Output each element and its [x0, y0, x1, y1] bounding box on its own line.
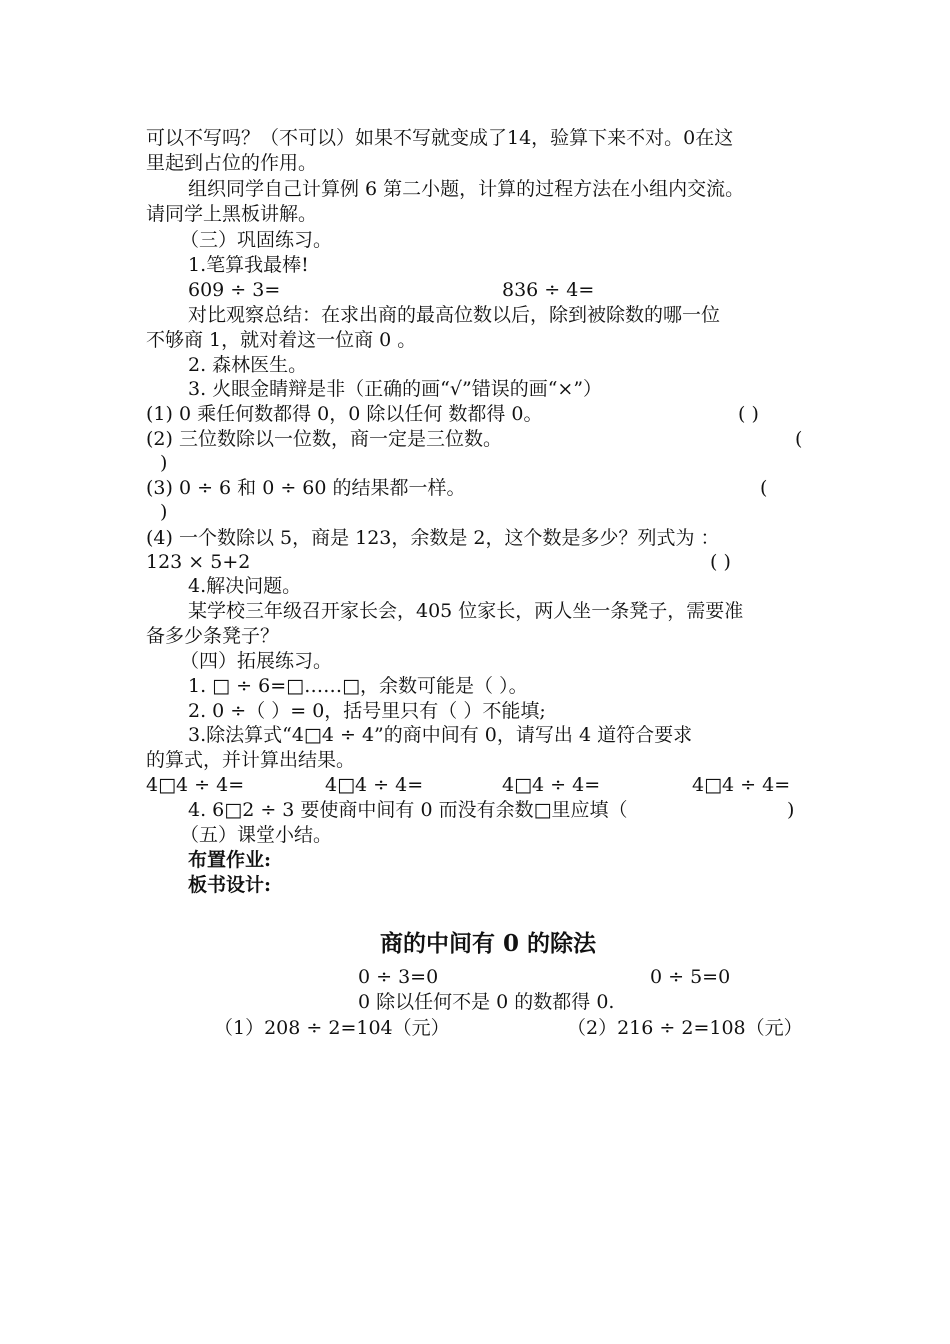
answer-paren: )	[160, 501, 168, 523]
board-equation: 0 ÷ 5=0	[650, 966, 731, 988]
text-line: 对比观察总结：在求出商的最高位数以后，除到被除数的哪一位	[188, 304, 721, 326]
board-design-heading: 板书设计:	[188, 874, 272, 896]
text-line: 4.解决问题。	[188, 575, 302, 597]
text-line: 组织同学自己计算例 6 第二小题，计算的过程方法在小组内交流。	[188, 178, 745, 200]
judge-item: (1) 0 乘任何数都得 0，0 除以任何 数都得 0。	[146, 403, 543, 425]
judge-item: (2) 三位数除以一位数，商一定是三位数。	[146, 428, 502, 450]
equation: 4□4 ÷ 4=	[146, 774, 245, 796]
text-line: 的算式，并计算出结果。	[146, 749, 356, 771]
section-heading: （四）拓展练习。	[180, 650, 333, 672]
board-equation: 0 ÷ 3=0	[358, 966, 439, 988]
equation: 609 ÷ 3=	[188, 279, 281, 301]
section-heading: （五）课堂小结。	[180, 824, 333, 846]
text-line: 2. 0 ÷（ ）= 0，括号里只有（ ）不能填;	[188, 700, 546, 722]
text-line: 请同学上黑板讲解。	[146, 203, 318, 225]
text-line: 2. 森林医生。	[188, 354, 308, 376]
answer-paren: )	[160, 452, 168, 474]
text-line: 里起到占位的作用。	[146, 152, 318, 174]
text-line: 3.除法算式“4□4 ÷ 4”的商中间有 0，请写出 4 道符合要求	[188, 724, 693, 746]
equation: 4□4 ÷ 4=	[692, 774, 791, 796]
equation: 123 × 5+2	[146, 551, 251, 573]
answer-paren: ( )	[710, 551, 731, 573]
equation: 836 ÷ 4=	[502, 279, 595, 301]
equation: 4□4 ÷ 4=	[502, 774, 601, 796]
text-line: 3. 火眼金睛辩是非（正确的画“√”错误的画“×”）	[188, 378, 603, 400]
text-line: 可以不写吗？（不可以）如果不写就变成了14，验算下来不对。0在这	[146, 127, 734, 149]
text-line: 某学校三年级召开家长会，405 位家长，两人坐一条凳子，需要准	[188, 600, 744, 622]
section-heading: （三）巩固练习。	[180, 229, 333, 251]
text-line: 1. □ ÷ 6=□……□，余数可能是（ ）。	[188, 675, 528, 697]
answer-paren: (	[795, 428, 803, 450]
text-line: 4. 6□2 ÷ 3 要使商中间有 0 而没有余数□里应填（	[188, 799, 628, 821]
board-equation: （1）208 ÷ 2=104（元）	[214, 1017, 450, 1039]
judge-item: (4) 一个数除以 5，商是 123，余数是 2，这个数是多少？列式为 ：	[146, 527, 720, 549]
answer-paren: )	[787, 799, 795, 821]
answer-paren: (	[760, 477, 768, 499]
text-line: 备多少条凳子？	[146, 625, 280, 647]
text-line: 不够商 1，就对着这一位商 0 。	[146, 329, 417, 351]
homework-heading: 布置作业:	[188, 849, 272, 871]
equation: 4□4 ÷ 4=	[325, 774, 424, 796]
judge-item: (3) 0 ÷ 6 和 0 ÷ 60 的结果都一样。	[146, 477, 466, 499]
board-rule: 0 除以任何不是 0 的数都得 0.	[358, 991, 615, 1013]
answer-paren: ( )	[738, 403, 759, 425]
board-title: 商的中间有 0 的除法	[380, 930, 597, 957]
board-equation: （2）216 ÷ 2=108（元）	[567, 1017, 803, 1039]
text-line: 1.笔算我最棒!	[188, 254, 309, 276]
